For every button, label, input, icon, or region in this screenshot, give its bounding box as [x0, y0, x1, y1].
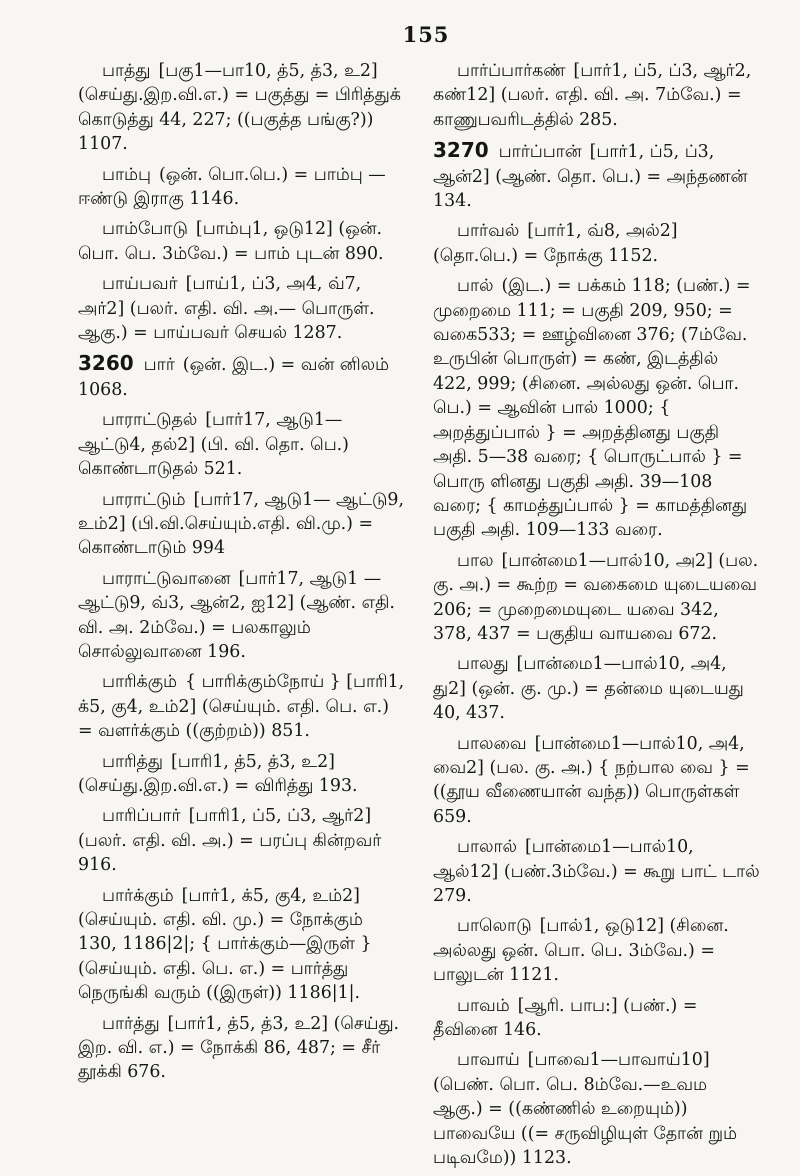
dictionary-entry [78, 567, 407, 665]
entry-headword: பாராட்டும் [102, 489, 186, 510]
dictionary-entry [78, 750, 407, 799]
entry-definition: [பாரி1, த்5, த்3, உ2] (செய்து.இற.வி.எ.) = விரித்து 193. [78, 751, 358, 796]
dictionary-entry [433, 652, 762, 725]
dictionary-entry [78, 488, 407, 561]
dictionary-entry [433, 219, 762, 268]
entry-definition: [பாம்பு1, ஒடு12] (ஒன். பொ. பெ. 3ம்வே.) = பாம் புடன் 890. [78, 219, 384, 264]
entry-headword: பால [457, 550, 494, 571]
entry-headword: பாலால் [457, 837, 517, 858]
dictionary-entry [433, 914, 762, 987]
dictionary-entry [78, 272, 407, 345]
entry-definition: (ஒன். பொ.பெ.) = பாம்பு —ஈண்டு இராகு 1146. [78, 164, 386, 210]
dictionary-entry [78, 408, 407, 481]
entry-number: 3270 [433, 138, 489, 163]
entry-headword: பாரிப்பார் [102, 806, 181, 827]
entry-definition: [பான்மை1—பால்10, அ2] (பல. கு. அ.) = கூற்ற = வகைமை யுடையவை 206; = முறைமையுடை யவை 342, 378, 437 = பகுதிய வாயவை 672. [433, 550, 759, 644]
dictionary-entry [78, 163, 407, 212]
entry-headword: பாம்போடு [102, 219, 188, 240]
entry-definition: [பான்மை1—பால்10, அ4, வை2] (பல. கு. அ.) { நற்பால வை } = ((தூய வீணையான் வந்த)) பொருள்கள் 659. [433, 733, 750, 827]
entry-headword: பாய்பவர் [102, 274, 178, 295]
entry-headword: பாலொடு [457, 916, 532, 937]
entry-headword: பார்ப்பார்கண் [457, 61, 566, 81]
entry-definition: [பார்1, ப்5, ப்3, ஆன்2] (ஆண். தொ. பெ.) = அந்தணன் 134. [433, 142, 748, 212]
entry-headword: பார்ப்பான் [498, 142, 582, 163]
entry-headword: பாவாய் [457, 1050, 520, 1071]
right-column [433, 59, 762, 1176]
entry-definition: [பார்17, ஆடு1— ஆட்டு9, உம்2] (பி.வி.செய்யும்.எதி. வி.மு.) = கொண்டாடும் 994 [78, 489, 404, 559]
entry-headword: பாராட்டுவானை [102, 568, 231, 589]
dictionary-entry [78, 1012, 407, 1085]
entry-definition: [பாரி1, ப்5, ப்3, ஆர்2] (பலர். எதி. வி. அ.) = பரப்பு கின்றவர் 916. [78, 806, 382, 876]
dictionary-entry [78, 217, 407, 266]
entry-headword: பாம்பு [102, 164, 151, 185]
entry-definition: [பார்17, ஆடு1 —ஆட்டு9, வ்3, ஆன்2, ஐ12] (ஆண். எதி. வி. அ. 2ம்வே.) = பலகாலும் சொல்லுவானை 196. [78, 568, 395, 662]
entry-headword: பார்வல் [457, 221, 520, 242]
entry-number: 3260 [78, 351, 134, 376]
page-number: 155 [402, 22, 450, 47]
dictionary-entry [433, 138, 762, 213]
dictionary-entry [433, 835, 762, 908]
entry-headword: பால் [457, 276, 494, 297]
dictionary-entry [433, 549, 762, 647]
entry-definition: [பகு1—பா10, த்5, த்3, உ2] (செய்து.இற.வி.எ.) = பகுத்து = பிரித்துக் கொடுத்து 44, 227; ((பகுத்த பங்கு?)) 1107. [78, 61, 401, 155]
entry-definition: [பால்1, ஒடு12] (சினை. அல்லது ஒன். பொ. பெ. 3ம்வே.) = பாலுடன் 1121. [433, 916, 729, 986]
entry-headword: பாலவை [457, 733, 527, 754]
entry-definition: [பார்1, ப்5, ப்3, ஆர்2, கண்12] (பலர். எதி. வி. அ. 7ம்வே.) = காணுபவரிடத்தில் 285. [433, 61, 752, 130]
two-column-body [78, 59, 762, 1176]
entry-headword: பார் [143, 355, 175, 376]
entry-headword: பார்த்து [102, 1013, 160, 1034]
entry-headword: பாரிக்கும் [102, 672, 178, 693]
entry-definition: { பாரிக்கும்நோய் } [பாரி1, க்5, கு4, உம்2] (செய்யும். எதி. பெ. எ.) = வளர்க்கும் ((குற்றம்)) 851. [78, 672, 405, 742]
dictionary-entry [433, 274, 762, 542]
dictionary-entry [78, 884, 407, 1006]
entry-definition: (ஒன். இட.) = வன் னிலம் 1068. [78, 355, 390, 400]
dictionary-entry [78, 804, 407, 877]
entry-definition: [பாய்1, ப்3, அ4, வ்7, அர்2] (பலர். எதி. வி. அ.— பொருள். ஆகு.) = பாய்பவர் செயல் 1287. [78, 274, 375, 344]
entry-definition: [பான்மை1—பால்10, ஆல்12] (பண்.3ம்வே.) = கூறு பாட் டால் 279. [433, 837, 760, 906]
dictionary-entry [78, 351, 407, 402]
entry-definition: [பார்1, வ்8, அல்2] (தொ.பெ.) = நோக்கு 1152. [433, 221, 678, 266]
entry-headword: பாவம் [457, 995, 510, 1016]
entry-definition: [பார்17, ஆடு1— ஆட்டு4, தல்2] (பி. வி. தொ. பெ.) கொண்டாடுதல் 521. [78, 410, 349, 480]
dictionary-entry [433, 1048, 762, 1170]
entry-headword: பாத்து [102, 61, 151, 81]
entry-definition: [பான்மை1—பால்10, அ4, து2] (ஒன். கு. மு.) = தன்மை யுடையது 40, 437. [433, 654, 744, 724]
dictionary-entry [433, 59, 762, 132]
left-column [78, 59, 407, 1176]
entry-headword: பாலது [457, 654, 509, 675]
dictionary-entry [433, 732, 762, 830]
dictionary-entry [78, 670, 407, 743]
dictionary-entry [433, 994, 762, 1043]
entry-definition: [பாவை1—பாவாய்10] (பெண். பொ. பெ. 8ம்வே.—உவம ஆகு.) = ((கண்ணில் உறையும்)) பாவையே ((= சருவிழியுள் தோன் றும் படிவமே)) 1123. [433, 1050, 738, 1169]
entry-headword: பார்க்கும் [102, 885, 174, 906]
entry-definition: [ஆரி. பாப:] (பண்.) = தீவினை 146. [433, 995, 698, 1041]
entry-definition: [பார்1, த்5, த்3, உ2] (செய்து. இற. வி. எ.) = நோக்கி 86, 487; = சீர் தூக்கி 676. [78, 1013, 400, 1083]
dictionary-entry [78, 59, 407, 157]
entry-definition: [பார்1, க்5, கு4, உம்2] (செய்யும். எதி. வி. மு.) = நோக்கும் 130, 1186|2|; { பார்க்கும்—இருள் } (செய்யும். எதி. பெ. எ.) = பார்த்து நெருங்கி வரும் ((இருள்)) 1186|1|. [78, 885, 372, 1004]
entry-headword: பாராட்டுதல் [102, 410, 198, 431]
entry-definition: (இட.) = பக்கம் 118; (பண்.) = முறைமை 111; = பகுதி 209, 950; = வகை533; = ஊழ்வினை 376; (7ம்வே. உருபின் பொருள்) = கண், இடத்தில் 422, 999; (சினை. அல்லது ஒன். பொ. பெ.) = ஆவின் பால் 1000; { அறத்துப்பால் } = அறத்தினது பகுதி அதி. 5—38 வரை; { பொருட்பால் } = பொரு ளினது பகுதி அதி. 39—108 வரை; { காமத்துப்பால் } = காமத்தினது பகுதி அதி. 109—133 வரை. [433, 276, 751, 541]
entry-headword: பாரித்து [102, 751, 163, 772]
